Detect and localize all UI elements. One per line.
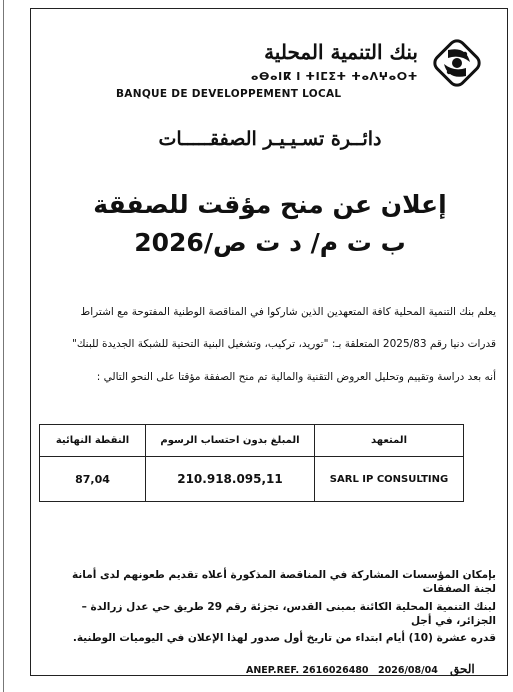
cell-amount: 210.918.095,11 (146, 457, 315, 502)
newspaper-name: الحق (450, 662, 475, 676)
intro-line-2: قدرات دنيا رقم 2025/83 المتعلقة بـ: "توريد، تركيب، وتشغيل البنية التحتية للشبكة الجديدة للبنك" (72, 338, 496, 350)
award-table-header-row (40, 425, 464, 457)
bank-logo-icon (426, 32, 488, 94)
header-amount: المبلغ بدون احتساب الرسوم (146, 425, 315, 457)
anep-reference: ANEP.REF. 2616026480 (246, 665, 369, 676)
award-table (39, 424, 464, 502)
publication-date: 2026/08/04 (378, 665, 438, 676)
announcement-title: إعلان عن منح مؤقت للصفقة (93, 190, 447, 219)
intro-line-1: يعلم بنك التنمية المحلية كافة المتعهدين الذين شاركوا في المناقصة الوطنية المفتوحة مع اشتراط (80, 306, 496, 318)
cell-final-score: 87,04 (40, 457, 146, 502)
bank-header (36, 18, 504, 100)
department-title: دائــرة تسـيـيـر الصفقـــــات (158, 128, 382, 150)
closing-line-1: بإمكان المؤسسات المشاركة في المناقصة المذكورة أعلاه تقديم طعونهم لدى أمانة لجنة الصفقات (72, 569, 496, 595)
bank-name-tifinagh: ⴰⴱⴰⵏⴽ ⵏ ⵜⵏⵎⵉⵜ ⵜⴰⴷⵖⴰⵔⵜ (250, 70, 418, 83)
cell-bidder: SARL IP CONSULTING (315, 457, 464, 502)
page-edge-line (3, 0, 4, 692)
bank-name-french: BANQUE DE DEVELOPPEMENT LOCAL (116, 88, 342, 100)
intro-line-3: أنه بعد دراسة وتقييم وتحليل العروض التقنية والمالية تم منح الصفقة مؤقتا على النحو التالي : (96, 371, 496, 383)
announcement-reference: ب ت م/ د ت ص/2026 (134, 228, 406, 257)
bank-name-arabic: بنك التنمية المحلية (264, 40, 418, 64)
closing-line-3: قدره عشرة (10) أيام ابتداء من تاريخ أول صدور لهذا الإعلان في اليوميات الوطنية. (72, 632, 496, 644)
header-final-score: النقطة النهائية (40, 425, 146, 457)
closing-line-2: لبنك التنمية المحلية الكائنة بمبنى القدس، تجزئة رقم 29 طريق حي عدل زرالدة – الجزائر، في أجل (81, 601, 496, 627)
table-row (40, 457, 464, 502)
header-bidder: المتعهد (315, 425, 464, 457)
